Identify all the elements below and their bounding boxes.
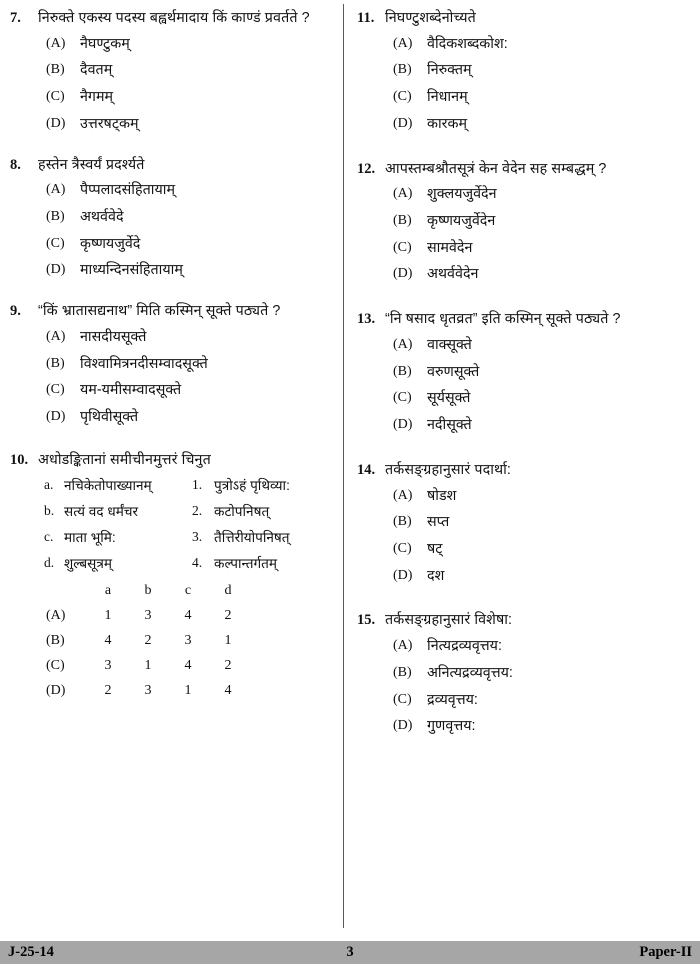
option-8-b[interactable] xyxy=(8,207,337,228)
match-row-2-index: 2. xyxy=(192,502,203,518)
option-12-a-text: शुक्लयजुर्वेदेन xyxy=(427,186,497,203)
question-13-number: 13. xyxy=(357,311,376,328)
option-10-c-val-c: 4 xyxy=(184,657,192,673)
option-15-d-label: (D) xyxy=(393,718,413,734)
option-7-c-text: नैगमम् xyxy=(80,89,114,106)
option-12-b[interactable] xyxy=(355,211,694,232)
question-8-number: 8. xyxy=(10,156,21,173)
question-12-options xyxy=(355,184,694,285)
match-row-3-index: 3. xyxy=(192,528,203,544)
option-12-d[interactable] xyxy=(355,264,694,285)
option-7-a-label: (A) xyxy=(46,35,66,51)
option-9-b-text: विश्वामित्रनदीसम्वादसूक्ते xyxy=(80,355,208,372)
option-11-d[interactable] xyxy=(355,114,694,135)
option-15-d-text: गुणवृत्तय: xyxy=(427,718,476,735)
option-9-c-text: यम-यमीसम्वादसूक्ते xyxy=(80,382,182,399)
option-10-d-val-c: 1 xyxy=(184,682,192,698)
match-row-1-index: 1. xyxy=(192,476,203,492)
option-14-b[interactable] xyxy=(355,512,694,533)
question-10-answer-grid xyxy=(8,583,337,699)
option-10-b-val-c: 3 xyxy=(184,632,192,648)
option-12-a[interactable] xyxy=(355,184,694,205)
question-13-options xyxy=(355,335,694,436)
question-15 xyxy=(355,610,694,737)
question-14 xyxy=(355,460,694,587)
option-14-d-text: दश xyxy=(427,567,445,584)
option-15-d[interactable] xyxy=(355,716,694,737)
option-7-a-text: नैघण्टुकम् xyxy=(80,35,130,52)
match-row-2-right: कटोपनिषत् xyxy=(214,503,270,519)
match-row-d-left: शुल्बसूत्रम् xyxy=(64,555,112,571)
option-15-a-text: नित्यद्रव्यवृत्तय: xyxy=(427,638,502,655)
question-9-number: 9. xyxy=(10,303,21,320)
option-11-c-text: निधानम् xyxy=(427,89,468,106)
option-10-c-label: (C) xyxy=(46,657,65,673)
option-13-c-text: सूर्यसूक्ते xyxy=(427,390,471,407)
option-11-c-label: (C) xyxy=(393,89,412,105)
option-15-c-label: (C) xyxy=(393,691,412,707)
question-12-number: 12. xyxy=(357,160,376,177)
option-14-a-label: (A) xyxy=(393,487,413,503)
option-10-a-val-a: 1 xyxy=(104,607,112,623)
option-10-c-val-b: 1 xyxy=(144,657,152,673)
option-13-b-text: वरुणसूक्ते xyxy=(427,363,480,380)
option-7-c[interactable] xyxy=(8,87,337,108)
option-8-b-label: (B) xyxy=(46,209,65,225)
page-footer xyxy=(0,941,700,964)
match-row-a-key: a. xyxy=(44,476,54,492)
option-13-d[interactable] xyxy=(355,415,694,436)
option-13-d-label: (D) xyxy=(393,417,413,433)
question-12-head xyxy=(355,159,694,180)
option-11-b[interactable] xyxy=(355,60,694,81)
option-8-a[interactable] xyxy=(8,180,337,201)
option-10-c-val-a: 3 xyxy=(104,657,112,673)
option-10-b-val-a: 4 xyxy=(104,632,112,648)
option-7-b[interactable] xyxy=(8,60,337,81)
footer-page-number: 3 xyxy=(346,944,354,960)
option-15-b[interactable] xyxy=(355,663,694,684)
option-15-b-text: अनित्यद्रव्यवृत्तय: xyxy=(427,664,513,681)
option-11-d-text: कारकम् xyxy=(427,115,468,132)
option-13-c-label: (C) xyxy=(393,390,412,406)
option-12-c[interactable] xyxy=(355,238,694,259)
option-8-d-label: (D) xyxy=(46,262,66,278)
question-8 xyxy=(8,155,337,282)
option-14-c[interactable] xyxy=(355,539,694,560)
match-row-b-left: सत्यं वद धर्मंचर xyxy=(64,503,139,519)
option-14-d-label: (D) xyxy=(393,567,413,583)
option-8-c-text: कृष्णयजुर्वेदे xyxy=(80,235,141,252)
answer-grid-header-d: d xyxy=(224,582,232,598)
match-row-a xyxy=(44,476,337,495)
question-7-text: निरुक्ते एकस्य पदस्य बह्वर्थमादाय किं काण्डं प्रवर्तते ? xyxy=(38,10,310,26)
option-8-a-label: (A) xyxy=(46,182,66,198)
option-10-b-val-d: 1 xyxy=(224,632,232,648)
option-14-a[interactable] xyxy=(355,486,694,507)
option-8-b-text: अथर्ववेदे xyxy=(80,209,124,226)
option-10-d-val-a: 2 xyxy=(104,682,112,698)
question-10 xyxy=(8,450,337,699)
question-15-number: 15. xyxy=(357,612,376,629)
question-7 xyxy=(8,8,337,135)
question-10-number: 10. xyxy=(10,451,29,468)
option-11-a[interactable] xyxy=(355,34,694,55)
question-14-head xyxy=(355,460,694,481)
option-9-a-label: (A) xyxy=(46,328,66,344)
option-9-b-label: (B) xyxy=(46,355,65,371)
option-14-a-text: षोडश xyxy=(427,487,457,504)
match-row-d-key: d. xyxy=(44,554,55,570)
option-13-b[interactable] xyxy=(355,362,694,383)
question-8-head xyxy=(8,155,337,176)
option-14-c-label: (C) xyxy=(393,540,412,556)
question-9-text: “किं भ्रातासद्यनाथ” मिति कस्मिन् सूक्ते पठ्यते ? xyxy=(38,303,281,320)
option-7-b-text: दैवतम् xyxy=(80,62,113,79)
option-12-c-text: सामवेदेन xyxy=(427,239,473,256)
match-row-d xyxy=(44,554,337,573)
option-9-c-label: (C) xyxy=(46,382,65,398)
option-7-d[interactable] xyxy=(8,114,337,135)
left-question-column xyxy=(0,0,343,932)
option-11-b-text: निरुक्तम् xyxy=(427,62,472,79)
option-10-b[interactable] xyxy=(46,633,337,649)
question-11 xyxy=(355,8,694,135)
option-12-b-label: (B) xyxy=(393,213,412,229)
option-10-b-label: (B) xyxy=(46,632,65,648)
option-14-d[interactable] xyxy=(355,566,694,587)
option-8-a-text: पैप्पलादसंहितायाम् xyxy=(80,182,175,199)
option-8-d[interactable] xyxy=(8,260,337,281)
option-15-c-text: द्रव्यवृत्तय: xyxy=(427,691,478,708)
option-10-d-val-b: 3 xyxy=(144,682,152,698)
answer-grid-header xyxy=(46,583,337,599)
option-7-c-label: (C) xyxy=(46,89,65,105)
option-15-c[interactable] xyxy=(355,690,694,711)
match-row-b xyxy=(44,502,337,521)
option-14-b-label: (B) xyxy=(393,514,412,530)
option-9-c[interactable] xyxy=(8,380,337,401)
answer-grid-header-a: a xyxy=(104,582,112,598)
question-7-options xyxy=(8,34,337,135)
option-11-d-label: (D) xyxy=(393,115,413,131)
option-14-c-text: षट् xyxy=(427,540,443,557)
option-7-d-label: (D) xyxy=(46,115,66,131)
question-9-options xyxy=(8,327,337,428)
match-row-4-index: 4. xyxy=(192,554,203,570)
option-11-c[interactable] xyxy=(355,87,694,108)
question-13-head xyxy=(355,309,694,330)
option-10-c-val-d: 2 xyxy=(224,657,232,673)
match-row-a-left: नचिकेतोपाख्यानम् xyxy=(64,477,152,493)
question-8-text: हस्तेन त्रैस्वर्यं प्रदर्श्यते xyxy=(38,156,145,173)
option-11-b-label: (B) xyxy=(393,62,412,78)
option-10-a-val-b: 3 xyxy=(144,607,152,623)
option-9-a-text: नासदीयसूक्ते xyxy=(80,328,147,345)
question-14-options xyxy=(355,486,694,587)
option-13-b-label: (B) xyxy=(393,363,412,379)
question-14-number: 14. xyxy=(357,461,376,478)
footer-paper-name: Paper-II xyxy=(639,944,692,960)
question-15-text: तर्कसङ्ग्रहानुसारं विशेषा: xyxy=(385,612,513,629)
match-row-c-left: माता भूमि: xyxy=(64,529,116,545)
question-8-options xyxy=(8,180,337,281)
question-13-text: “नि षसाद धृतव्रत” इति कस्मिन् सूक्ते पठ्यते ? xyxy=(385,311,621,328)
question-15-head xyxy=(355,610,694,631)
option-11-a-text: वैदिकशब्दकोश: xyxy=(427,35,508,52)
option-9-d-label: (D) xyxy=(46,409,66,425)
option-10-c[interactable] xyxy=(46,658,337,674)
question-9-head xyxy=(8,301,337,322)
option-15-b-label: (B) xyxy=(393,664,412,680)
option-13-c[interactable] xyxy=(355,388,694,409)
option-12-a-label: (A) xyxy=(393,186,413,202)
match-row-3-right: तैत्तिरीयोपनिषत् xyxy=(214,529,290,545)
question-12 xyxy=(355,159,694,286)
answer-grid-header-b: b xyxy=(144,582,152,598)
option-9-a[interactable] xyxy=(8,327,337,348)
option-8-d-text: माध्यन्दिनसंहितायाम् xyxy=(80,262,183,279)
question-7-number: 7. xyxy=(10,10,21,26)
option-15-a-label: (A) xyxy=(393,638,413,654)
option-9-d[interactable] xyxy=(8,407,337,428)
option-7-d-text: उत्तरषट्कम् xyxy=(80,115,139,132)
option-7-b-label: (B) xyxy=(46,62,65,78)
question-14-text: तर्कसङ्ग्रहानुसारं पदार्था: xyxy=(385,461,512,478)
question-7-head xyxy=(8,8,337,29)
option-8-c-label: (C) xyxy=(46,235,65,251)
question-11-number: 11. xyxy=(357,10,375,26)
option-10-b-val-b: 2 xyxy=(144,632,152,648)
match-row-c xyxy=(44,528,337,547)
option-13-a-text: वाक्सूक्ते xyxy=(427,336,472,353)
question-15-options xyxy=(355,636,694,737)
option-12-d-text: अथर्ववेदेन xyxy=(427,266,479,283)
option-10-d-label: (D) xyxy=(46,682,66,698)
right-question-column xyxy=(343,0,700,932)
question-12-text: आपस्तम्बश्रौतसूत्रं केन वेदेन सह सम्बद्धम् ? xyxy=(385,160,607,177)
option-10-a[interactable] xyxy=(46,608,337,624)
option-15-a[interactable] xyxy=(355,636,694,657)
option-10-a-val-d: 2 xyxy=(224,607,232,623)
option-7-a[interactable] xyxy=(8,34,337,55)
question-11-head xyxy=(355,8,694,29)
option-10-d[interactable] xyxy=(46,683,337,699)
question-9 xyxy=(8,301,337,428)
match-row-b-key: b. xyxy=(44,502,55,518)
question-13 xyxy=(355,309,694,436)
option-10-a-val-c: 4 xyxy=(184,607,192,623)
option-12-c-label: (C) xyxy=(393,239,412,255)
option-10-d-val-d: 4 xyxy=(224,682,232,698)
option-13-d-text: नदीसूक्ते xyxy=(427,417,472,434)
option-8-c[interactable] xyxy=(8,234,337,255)
option-12-d-label: (D) xyxy=(393,266,413,282)
question-10-match-list xyxy=(8,476,337,573)
match-row-1-right: पुत्रोऽहं पृथिव्या: xyxy=(214,477,290,493)
question-10-head xyxy=(8,450,337,471)
match-row-4-right: कल्पान्तर्गतम् xyxy=(214,555,277,571)
question-10-text: अधोडङ्कितानां समीचीनमुत्तरं चिनुत xyxy=(38,451,211,468)
column-divider xyxy=(343,4,344,928)
option-9-b[interactable] xyxy=(8,354,337,375)
option-11-a-label: (A) xyxy=(393,35,413,51)
question-11-text: निघण्टुशब्देनोच्यते xyxy=(385,10,476,26)
option-14-b-text: सप्त xyxy=(427,514,450,531)
option-12-b-text: कृष्णयजुर्वेदेन xyxy=(427,213,496,230)
match-row-c-key: c. xyxy=(44,528,54,544)
option-9-d-text: पृथिवीसूक्ते xyxy=(80,409,139,426)
footer-paper-code: J-25-14 xyxy=(8,944,54,960)
option-10-a-label: (A) xyxy=(46,607,66,623)
option-13-a-label: (A) xyxy=(393,336,413,352)
option-13-a[interactable] xyxy=(355,335,694,356)
answer-grid-header-c: c xyxy=(184,582,192,598)
question-11-options xyxy=(355,34,694,135)
